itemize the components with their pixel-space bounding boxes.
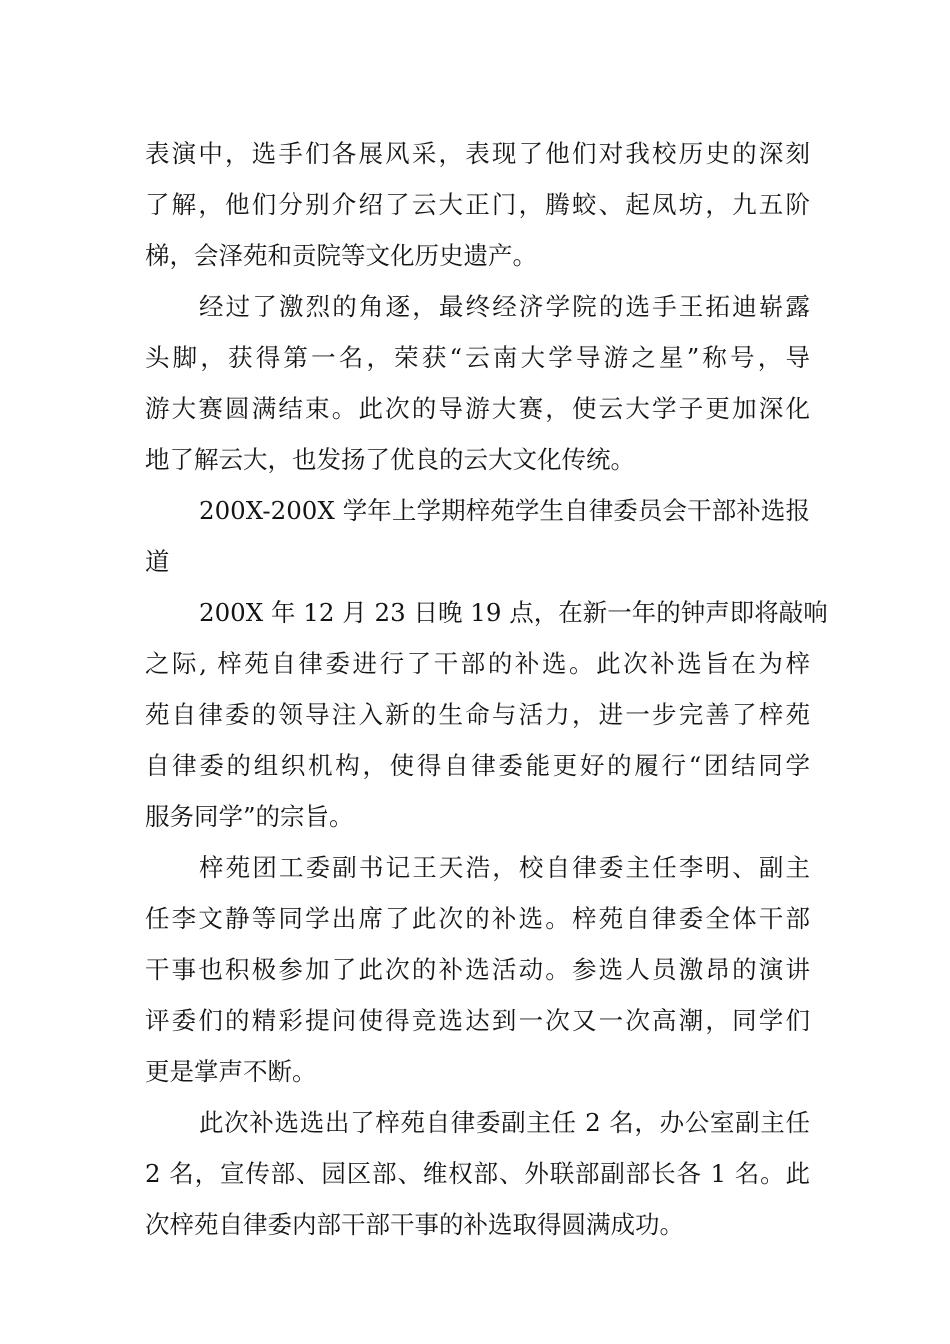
text-line: 道 [145, 547, 170, 576]
paragraph-tour-performance [145, 128, 810, 281]
text-line: 苑自律委的领导注入新的生命与活力，进一步完善了梓苑 [145, 700, 810, 729]
text-line: 梯，会泽苑和贡院等文化历史遗产。 [145, 241, 537, 270]
article-heading [145, 485, 810, 587]
paragraph-tour-result [145, 281, 810, 485]
text-line: 经过了激烈的角逐，最终经济学院的选手王拓迪崭露 [199, 292, 810, 321]
text-line: 自律委的组织机构，使得自律委能更好的履行“团结同学 [145, 751, 810, 780]
text-line: 此次补选选出了梓苑自律委副主任 2 名，办公室副主任 [199, 1108, 810, 1137]
text-line: 之际, 梓苑自律委进行了干部的补选。此次补选旨在为梓 [145, 649, 810, 678]
paragraph-election-attendees [145, 842, 810, 1097]
text-line: 任李文静等同学出席了此次的补选。梓苑自律委全体干部 [145, 904, 810, 933]
paragraph-election-intro [145, 587, 828, 842]
text-line: 次梓苑自律委内部干部干事的补选取得圆满成功。 [145, 1210, 684, 1239]
text-line: 梓苑团工委副书记王天浩，校自律委主任李明、副主 [199, 853, 810, 882]
text-line: 头脚，获得第一名，荣获“云南大学导游之星”称号，导 [145, 343, 810, 372]
text-line: 200X 年 12 月 23 日晚 19 点，在新一年的钟声即将敲响 [199, 598, 828, 627]
text-line: 地了解云大，也发扬了优良的云大文化传统。 [145, 445, 635, 474]
paragraph-election-result [145, 1097, 810, 1250]
text-line: 干事也积极参加了此次的补选活动。参选人员激昂的演讲 [145, 955, 810, 984]
text-line: 服务同学”的宗旨。 [145, 802, 354, 831]
text-line: 评委们的精彩提问使得竞选达到一次又一次高潮，同学们 [145, 1006, 810, 1035]
text-line: 游大赛圆满结束。此次的导游大赛，使云大学子更加深化 [145, 394, 810, 423]
text-line: 了解，他们分别介绍了云大正门，腾蛟、起凤坊，九五阶 [145, 190, 810, 219]
text-line: 表演中，选手们各展风采，表现了他们对我校历史的深刻 [145, 139, 810, 168]
text-line: 200X-200X 学年上学期梓苑学生自律委员会干部补选报 [199, 496, 810, 525]
text-line: 2 名，宣传部、园区部、维权部、外联部副部长各 1 名。此 [145, 1159, 810, 1188]
document-body [145, 128, 828, 1250]
text-line: 更是掌声不断。 [145, 1057, 317, 1086]
